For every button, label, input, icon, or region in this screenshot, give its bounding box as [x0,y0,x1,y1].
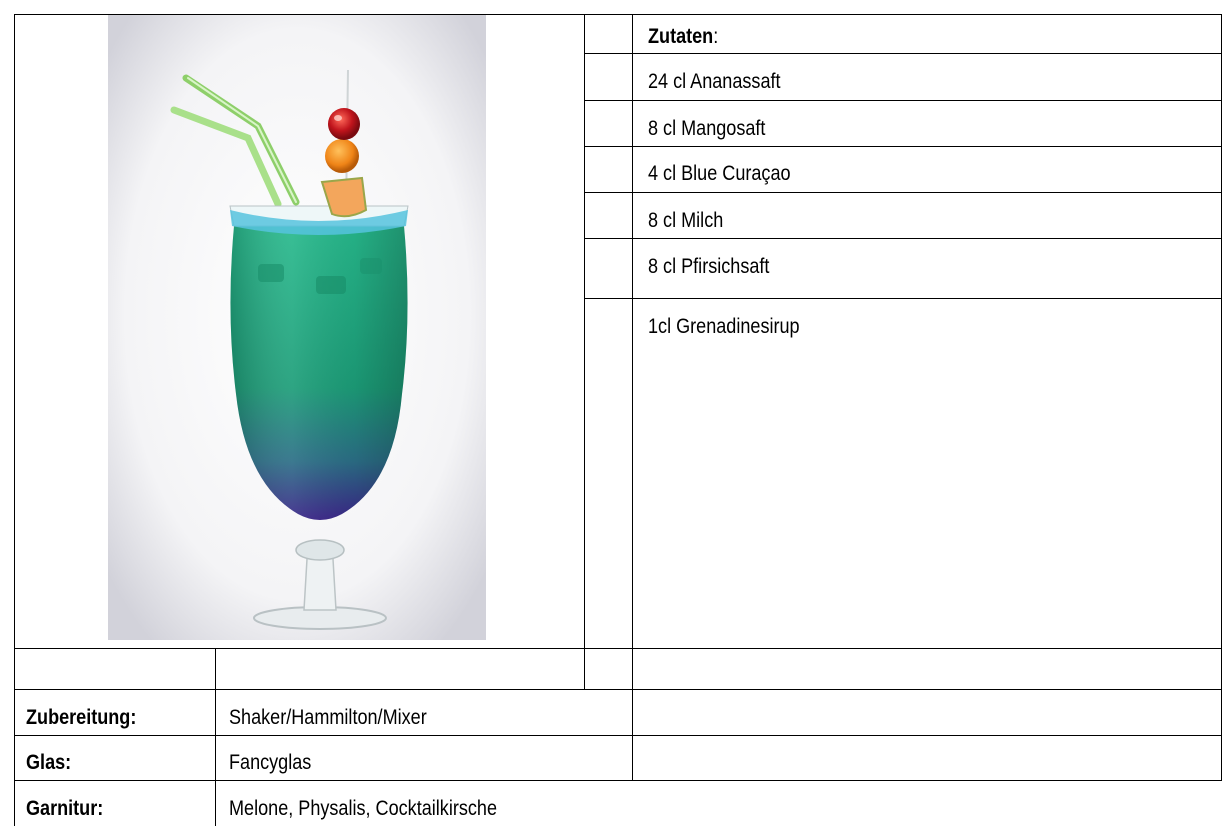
glass-value: Fancyglas [229,751,312,774]
row-divider [14,780,1222,781]
column-divider [584,14,585,689]
preparation-label: Zubereitung: [26,706,137,729]
ingredient-item: 8 cl Milch [648,209,724,232]
table-border-top [14,14,1222,15]
ingredient-item: 4 cl Blue Curaçao [648,162,791,185]
ingredients-heading [648,25,718,49]
column-divider [632,14,633,780]
column-divider [14,14,15,826]
ingredients-heading-colon: : [713,25,719,48]
garnish-value: Melone, Physalis, Cocktailkirsche [229,797,497,820]
row-divider [584,146,1222,147]
ingredient-item: 1cl Grenadinesirup [648,315,800,338]
preparation-value: Shaker/Hammilton/Mixer [229,706,427,729]
row-divider [14,648,1222,649]
ingredient-item: 8 cl Mangosaft [648,117,766,140]
row-divider [584,192,1222,193]
row-divider [584,53,1222,54]
row-divider [584,298,1222,299]
ingredient-item: 8 cl Pfirsichsaft [648,255,770,278]
column-divider [215,648,216,826]
physalis-icon [325,139,359,173]
row-divider [14,689,1222,690]
row-divider [584,238,1222,239]
row-divider [584,100,1222,101]
ingredients-heading-word: Zutaten [648,25,714,48]
glass-label: Glas: [26,751,72,774]
garnish-label: Garnitur: [26,797,104,820]
ingredient-item: 24 cl Ananassaft [648,70,781,93]
cocktail-photo [108,14,486,640]
row-divider [14,735,1222,736]
cherry-icon [328,108,360,140]
